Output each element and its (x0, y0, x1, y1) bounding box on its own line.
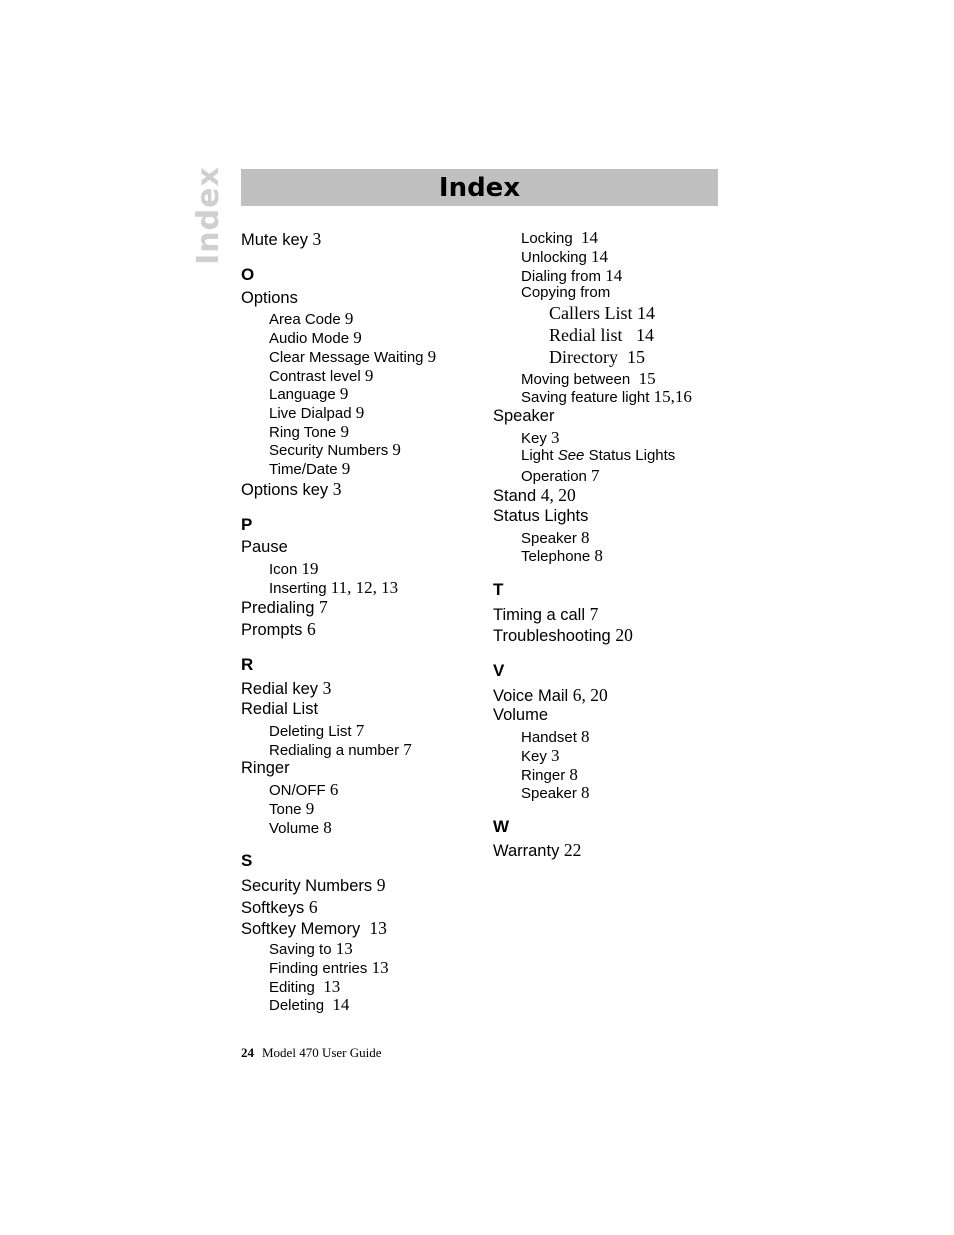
index-page-ref: 9 (344, 309, 354, 328)
index-entry (241, 875, 385, 896)
index-page-ref: 15 (638, 369, 656, 388)
index-page-ref: 13 (371, 958, 389, 977)
index-entry-term: Redial key (241, 680, 323, 698)
index-entry-term: Saving to (269, 941, 336, 958)
page-title: Index (438, 172, 521, 203)
index-entry (241, 597, 328, 618)
index-entry (493, 347, 645, 368)
index-entry (241, 559, 319, 579)
index-entry-term: Handset (521, 729, 582, 746)
index-entry (241, 897, 318, 918)
index-page-ref: 6, 20 (572, 685, 608, 705)
index-page-ref: 8 (581, 783, 590, 802)
index-entry (241, 328, 362, 348)
index-page-ref: 8 (581, 528, 590, 547)
index-page-ref: 13 (335, 939, 353, 958)
index-entry-term: Redialing a number (269, 742, 404, 759)
index-entry-term: Light (521, 447, 558, 464)
index-entry-term: Unlocking (521, 249, 592, 266)
index-page-ref: 6 (307, 619, 316, 639)
index-entry (493, 266, 622, 286)
index-page-ref: 7 (403, 740, 412, 759)
index-entry-term: Dialing from (521, 268, 606, 285)
index-page-ref: 9 (392, 440, 401, 459)
index-entry-term: Language (269, 386, 340, 403)
index-page-ref: 14 (637, 303, 655, 323)
index-page-ref: 9 (355, 403, 365, 422)
index-page-ref: 19 (301, 559, 319, 578)
index-page-ref: 7 (318, 597, 328, 617)
index-entry (241, 619, 316, 640)
index-entry-term: Moving between (521, 371, 639, 388)
index-page-ref: 14 (605, 266, 623, 285)
index-entry-term: Volume (269, 820, 324, 837)
index-entry-term: Copying from (521, 284, 611, 301)
index-entry-term: Ring Tone (269, 424, 341, 441)
index-entry (241, 939, 353, 959)
index-section-letter: P (241, 515, 253, 534)
index-entry (241, 995, 349, 1015)
index-entry-term: Troubleshooting (493, 627, 616, 645)
index-entry-term: ON/OFF (269, 782, 330, 799)
index-entry-term: Operation (521, 468, 592, 485)
index-entry-term: Warranty (493, 842, 564, 860)
index-page-ref: 9 (340, 422, 349, 441)
index-entry-term: Ringer (241, 759, 290, 777)
index-entry-term: Contrast level (269, 368, 365, 385)
index-page-ref: 9 (376, 875, 386, 895)
index-entry (493, 746, 560, 766)
index-entry (493, 685, 608, 706)
index-entry-term: Timing a call (493, 606, 590, 624)
guide-title: Model 470 User Guide (262, 1045, 382, 1060)
index-page-ref: 13 (369, 918, 387, 938)
index-entry-term: Speaker (493, 407, 555, 425)
index-entry (493, 228, 598, 248)
index-page-ref: 7 (589, 604, 599, 624)
index-page-ref: 15 (626, 347, 645, 367)
index-entry (241, 740, 412, 760)
index-entry (241, 918, 387, 939)
index-entry (241, 759, 290, 778)
index-entry (241, 309, 353, 329)
index-page-ref: 8 (323, 818, 332, 837)
index-page-ref: 7 (591, 466, 600, 485)
index-entry-term: Predialing (241, 599, 319, 617)
index-cross-reference: See (557, 447, 585, 464)
index-entry (493, 428, 560, 448)
index-entry-term: Key (521, 748, 552, 765)
index-page-ref: 9 (353, 328, 362, 347)
index-entry (241, 678, 331, 699)
index-page-ref: 6 (308, 897, 318, 917)
index-page-ref: 13 (323, 977, 341, 996)
index-entry (241, 422, 349, 442)
index-entry-term: Key (521, 430, 552, 447)
index-page-ref: 6 (329, 780, 339, 799)
index-page-ref: 22 (563, 840, 582, 860)
index-entry-term: Softkeys (241, 899, 309, 917)
index-entry-term: Live Dialpad (269, 405, 356, 422)
index-section-letter: T (493, 580, 504, 599)
index-title-bar (241, 169, 718, 206)
index-entry (241, 229, 321, 250)
index-entry-term: Security Numbers (269, 442, 393, 459)
index-entry (493, 765, 578, 785)
index-entry-term: Locking (521, 230, 582, 247)
index-entry (493, 247, 608, 267)
index-page-ref: 9 (305, 799, 315, 818)
index-entry (241, 977, 340, 997)
index-entry-term: Pause (241, 538, 288, 556)
index-entry-term: Finding entries (269, 960, 372, 977)
index-entry-term: Security Numbers (241, 877, 377, 895)
index-page-ref: 3 (551, 428, 560, 447)
index-page-ref: 8 (569, 765, 578, 784)
index-page-ref: 7 (355, 721, 365, 740)
index-entry-term: Deleting List (269, 723, 356, 740)
index-entry (493, 325, 654, 346)
page-number: 24 (241, 1045, 254, 1060)
index-entry (493, 840, 581, 861)
index-entry (241, 289, 298, 308)
index-entry-term: Area Code (269, 311, 345, 328)
index-section-letter: R (241, 655, 254, 674)
index-entry-term: Deleting (269, 997, 333, 1014)
index-entry-term: Speaker (521, 530, 582, 547)
index-page-ref: 3 (312, 229, 322, 249)
index-entry-term: Status Lights (493, 507, 589, 525)
index-entry (241, 366, 373, 386)
index-entry-term: Softkey Memory (241, 920, 370, 938)
index-entry (493, 625, 633, 646)
index-page-ref: 15,16 (653, 387, 692, 406)
index-entry (241, 958, 389, 978)
index-entry (493, 303, 655, 324)
index-entry-term: Time/Date (269, 461, 342, 478)
index-entry-term: Ringer (521, 767, 570, 784)
index-entry (493, 727, 590, 747)
index-entry (241, 538, 288, 557)
index-entry-term: Editing (269, 979, 324, 996)
index-entry (493, 528, 590, 548)
index-page-ref: 9 (427, 347, 437, 366)
index-page-ref: 9 (364, 366, 374, 385)
index-entry (493, 706, 548, 725)
index-entry-term: Telephone (521, 548, 595, 565)
index-entry (493, 284, 610, 301)
index-entry-term: Inserting (269, 580, 331, 597)
index-page-ref: 9 (341, 459, 351, 478)
index-entry (241, 799, 314, 819)
index-entry (241, 384, 348, 404)
index-entry-term: Speaker (521, 785, 582, 802)
index-page-ref: 14 (636, 325, 654, 345)
index-entry-term: Options (241, 289, 298, 307)
index-entry-term: Volume (493, 706, 549, 724)
index-section-letter: O (241, 265, 255, 284)
index-entry (241, 479, 341, 500)
index-entry (493, 387, 692, 407)
index-entry (493, 604, 598, 625)
index-entry-term: Icon (269, 561, 302, 578)
index-entry (493, 447, 675, 464)
index-page-ref: 8 (581, 727, 590, 746)
index-entry-term: Redial List (241, 700, 319, 718)
index-entry (241, 780, 338, 800)
index-section-letter: V (493, 661, 505, 680)
index-entry-term: Prompts (241, 621, 308, 639)
index-cross-reference-target: Status Lights (584, 447, 676, 464)
index-entry-term: Stand (493, 487, 541, 505)
index-page-ref: 3 (332, 479, 342, 499)
index-page-ref: 14 (581, 228, 599, 247)
index-entry (493, 466, 600, 486)
index-entry-term: Saving feature light (521, 389, 654, 406)
index-page-ref: 3 (551, 746, 560, 765)
index-entry-term: Redial list (549, 325, 636, 345)
index-entry (493, 546, 603, 566)
index-entry-term: Callers List (549, 303, 637, 323)
index-entry (493, 485, 576, 506)
index-entry-term: Directory (549, 347, 627, 367)
index-section-letter: W (493, 817, 510, 836)
side-tab-text: Index (190, 165, 226, 265)
index-page-ref: 20 (615, 625, 633, 645)
index-entry (241, 700, 318, 719)
index-page-ref: 14 (332, 995, 350, 1014)
index-page-ref: 8 (594, 546, 603, 565)
index-page-ref: 9 (339, 384, 349, 403)
side-tab-label (188, 165, 228, 265)
index-entry (241, 721, 364, 741)
index-entry (493, 507, 588, 526)
index-entry-term: Clear Message Waiting (269, 349, 428, 366)
index-entry-term: Voice Mail (493, 687, 573, 705)
index-page-ref: 11, 12, 13 (330, 578, 399, 597)
index-entry (241, 440, 401, 460)
index-entry (241, 403, 364, 423)
index-entry (241, 818, 332, 838)
index-entry-term: Mute key (241, 231, 313, 249)
index-entry (241, 578, 398, 598)
index-entry-term: Tone (269, 801, 306, 818)
index-entry (493, 783, 590, 803)
page-footer (241, 1045, 382, 1061)
index-entry-term: Options key (241, 481, 333, 499)
index-page-ref: 4, 20 (540, 485, 576, 505)
index-page-ref: 3 (322, 678, 332, 698)
index-page-ref: 14 (591, 247, 609, 266)
index-section-letter: S (241, 851, 253, 870)
index-entry (493, 407, 554, 426)
index-entry (241, 347, 436, 367)
index-entry-term: Audio Mode (269, 330, 354, 347)
index-entry (241, 459, 350, 479)
index-entry (493, 369, 656, 389)
